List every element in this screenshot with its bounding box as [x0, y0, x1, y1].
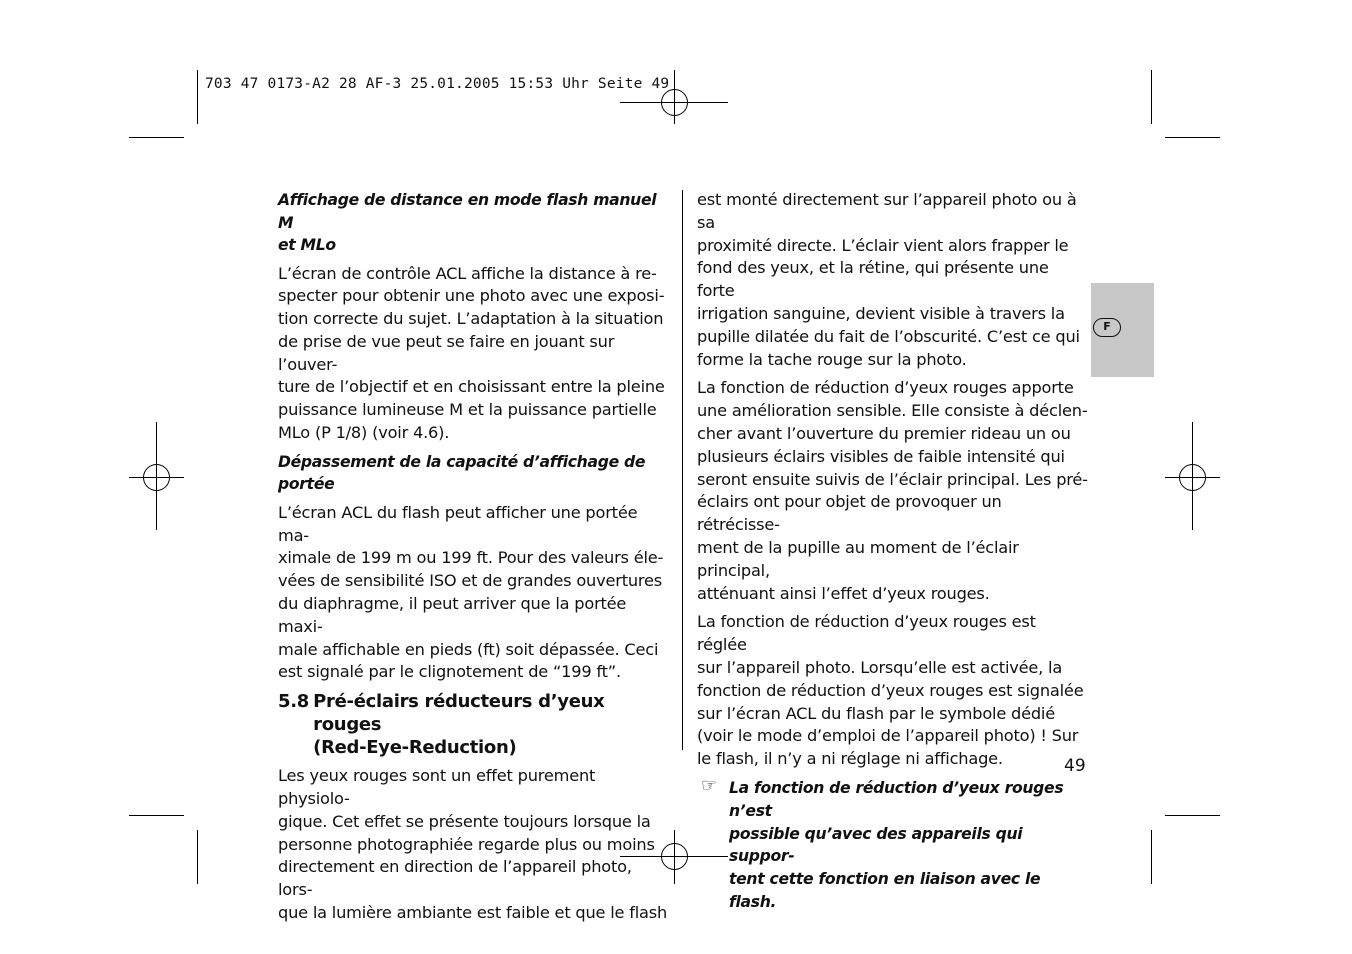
subheading-distance-display: Affichage de distance en mode flash manuel M et MLo: [278, 191, 657, 254]
crop-mark-top-right-vertical: [1151, 70, 1152, 124]
paragraph-red-eye-intro: Les yeux rouges sont un effet purement physiolo- gique. Cet effet se présente toujours lorsque la personne photographiée regarde plus ou moins directement en direction de l’appareil photo, lors- que la lumière ambiante est faible et que le flash: [278, 766, 668, 923]
crop-mark-bottom-left-horizontal: [129, 815, 184, 816]
paragraph-distance-display: L’écran de contrôle ACL affiche la distance à re- specter pour obtenir une photo avec une exposi- tion correcte du sujet. L’adaptation à la situation de prise de vue peut se faire en jouant sur l’ouver- ture de l’objectif et en choisissant entre la pleine puissance lumineuse M et la puissance partielle MLo (P 1/8) (voir 4.6).: [278, 263, 665, 443]
crop-mark-top-left-vertical: [197, 70, 198, 124]
right-column: [697, 189, 1089, 914]
column-divider: [682, 190, 683, 750]
section-heading: [278, 690, 670, 759]
subheading-range-overflow: Dépassement de la capacité d’affichage de portée: [278, 452, 646, 494]
left-column: [278, 189, 670, 931]
crop-mark-top-left-horizontal: [129, 137, 184, 138]
crop-mark-top-right-horizontal: [1165, 137, 1220, 138]
crop-mark-bottom-right-vertical: [1151, 830, 1152, 884]
pointing-hand-icon: ☞: [701, 774, 718, 796]
section-title: Pré-éclairs réducteurs d’yeux rouges (Red-Eye-Reduction): [313, 691, 605, 759]
paragraph-red-eye-setting: La fonction de réduction d’yeux rouges est réglée sur l’appareil photo. Lorsqu’elle est activée, la fonction de réduction d’yeux rouges est signalée sur l’écran ACL du flash par le symbole dédié (voir le mode d’emploi de l’appareil photo) ! Sur le flash, il n’y a ni réglage ni affichage.: [697, 612, 1084, 769]
paragraph-range-overflow: L’écran ACL du flash peut afficher une portée ma- ximale de 199 m ou 199 ft. Pour des valeurs éle- vées de sensibilité ISO et de grandes ouvertures du diaphragme, il peut arriver que la portée maxi- male affichable en pieds (ft) soit dépassée. Ceci est signalé par le clignotement de “199 ft”.: [278, 502, 664, 682]
paragraph-red-eye-cause: est monté directement sur l’appareil photo ou à sa proximité directe. L’éclair vient alors frapper le fond des yeux, et la rétine, qui présente une forte irrigation sanguine, devient visible à travers la pupille dilatée du fait de l’obscurité. C’est ce qui forme la tache rouge sur la photo.: [697, 190, 1080, 369]
page-number: 49: [1064, 756, 1086, 776]
crop-mark-bottom-right-horizontal: [1165, 815, 1220, 816]
paragraph-red-eye-function: La fonction de réduction d’yeux rouges apporte une amélioration sensible. Elle consiste à déclen- cher avant l’ouverture du premier rideau un ou plusieurs éclairs visibles de faible intensité qui seront ensuite suivis de l’éclair principal. Les pré- éclairs ont pour objet de provoquer un rétrécisse- ment de la pupille au moment de l’éclair principal, atténuant ainsi l’effet d’yeux rouges.: [697, 378, 1088, 603]
section-number: 5.8: [278, 691, 309, 713]
print-slug-line: 703 47 0173-A2 28 AF-3 25.01.2005 15:53 Uhr Seite 49: [205, 76, 670, 92]
language-badge: F: [1093, 318, 1121, 337]
note-text: La fonction de réduction d’yeux rouges n’est possible qu’avec des appareils qui suppor- tent cette fonction en liaison avec le flash.: [729, 778, 1064, 911]
crop-mark-bottom-left-vertical: [197, 830, 198, 884]
note-block: [697, 774, 1089, 914]
